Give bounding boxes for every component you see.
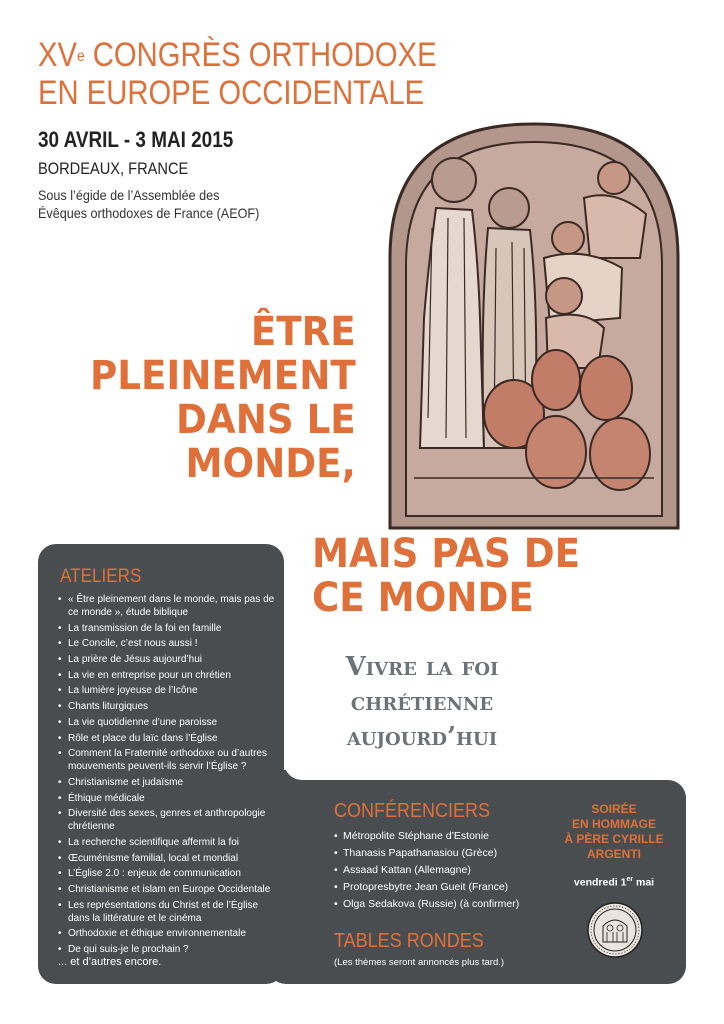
list-item: • La transmission de la foi en famille bbox=[58, 622, 280, 635]
list-item: • Les représentations du Christ et de l’Église dans la littérature et le cinéma bbox=[58, 899, 280, 925]
list-item: • L’Église 2.0 : enjeux de communication bbox=[58, 867, 280, 880]
tables-rondes-heading: TABLES RONDES bbox=[334, 930, 484, 952]
seal-emblem-icon bbox=[587, 902, 643, 958]
list-item: • Comment la Fraternité orthodoxe ou d’autres mouvements peuvent-ils servir l’Église ? bbox=[58, 747, 280, 773]
list-item: • La prière de Jésus aujourd’hui bbox=[58, 653, 280, 666]
list-item: • Orthodoxie et éthique environnementale bbox=[58, 927, 280, 940]
list-item: • La lumière joyeuse de l’Icône bbox=[58, 684, 280, 697]
list-item: • Protopresbytre Jean Gueit (France) bbox=[334, 879, 519, 896]
title-line-1: XVe CONGRÈS ORTHODOXE bbox=[38, 36, 437, 74]
list-item: • Rôle et place du laïc dans l’Église bbox=[58, 732, 280, 745]
list-item: • Diversité des sexes, genres et anthropologie chrétienne bbox=[58, 807, 280, 833]
list-item: • Éthique médicale bbox=[58, 792, 280, 805]
list-item: • La vie quotidienne d’une paroisse bbox=[58, 716, 280, 729]
list-item: • Le Concile, c’est nous aussi ! bbox=[58, 637, 280, 650]
conferenciers-list bbox=[334, 828, 519, 913]
list-item: • De qui suis-je le prochain ? bbox=[58, 943, 280, 956]
list-item: • Olga Sedakova (Russie) (à confirmer) bbox=[334, 896, 519, 913]
main-headline: ÊTRE PLEINEMENT DANS LE MONDE, bbox=[90, 309, 356, 487]
list-item: • Assaad Kattan (Allemagne) bbox=[334, 862, 519, 879]
soiree-title: SOIRÉE EN HOMMAGE À PÈRE CYRILLE ARGENTI bbox=[564, 802, 664, 861]
list-item: • Thanasis Papathanasiou (Grèce) bbox=[334, 845, 519, 862]
congress-title bbox=[38, 36, 437, 112]
subheadline: Vivre la foi chrétienne aujourd’hui bbox=[345, 652, 499, 752]
list-item: • Christianisme et judaïsme bbox=[58, 776, 280, 789]
list-item: • La recherche scientifique affermit la foi bbox=[58, 836, 280, 849]
patronage-text: Sous l’égide de l’Assemblée des Évêques orthodoxes de France (AEOF) bbox=[38, 187, 260, 221]
congress-dates: 30 AVRIL - 3 MAI 2015 bbox=[38, 127, 234, 152]
list-item: • Œcuménisme familial, local et mondial bbox=[58, 852, 280, 865]
conferenciers-heading: CONFÉRENCIERS bbox=[334, 800, 491, 822]
soiree-date: vendredi 1er mai bbox=[573, 876, 655, 889]
list-item: • « Être pleinement dans le monde, mais pas de ce monde », étude biblique bbox=[58, 593, 280, 619]
ateliers-list bbox=[58, 593, 280, 959]
main-headline-continued: MAIS PAS DE CE MONDE bbox=[312, 531, 581, 621]
ateliers-more-text: ... et d’autres encore. bbox=[58, 956, 162, 968]
list-item: • Métropolite Stéphane d’Estonie bbox=[334, 828, 519, 845]
tables-rondes-note: (Les thèmes seront annoncés plus tard.) bbox=[334, 957, 505, 968]
list-item: • Chants liturgiques bbox=[58, 700, 280, 713]
congress-city: BORDEAUX, FRANCE bbox=[38, 159, 189, 178]
title-line-2: EN EUROPE OCCIDENTALE bbox=[38, 74, 425, 112]
list-item: • La vie en entreprise pour un chrétien bbox=[58, 669, 280, 682]
ateliers-heading: ATELIERS bbox=[60, 566, 142, 587]
stone-relief-image bbox=[384, 118, 684, 532]
list-item: • Christianisme et islam en Europe Occidentale bbox=[58, 883, 280, 896]
